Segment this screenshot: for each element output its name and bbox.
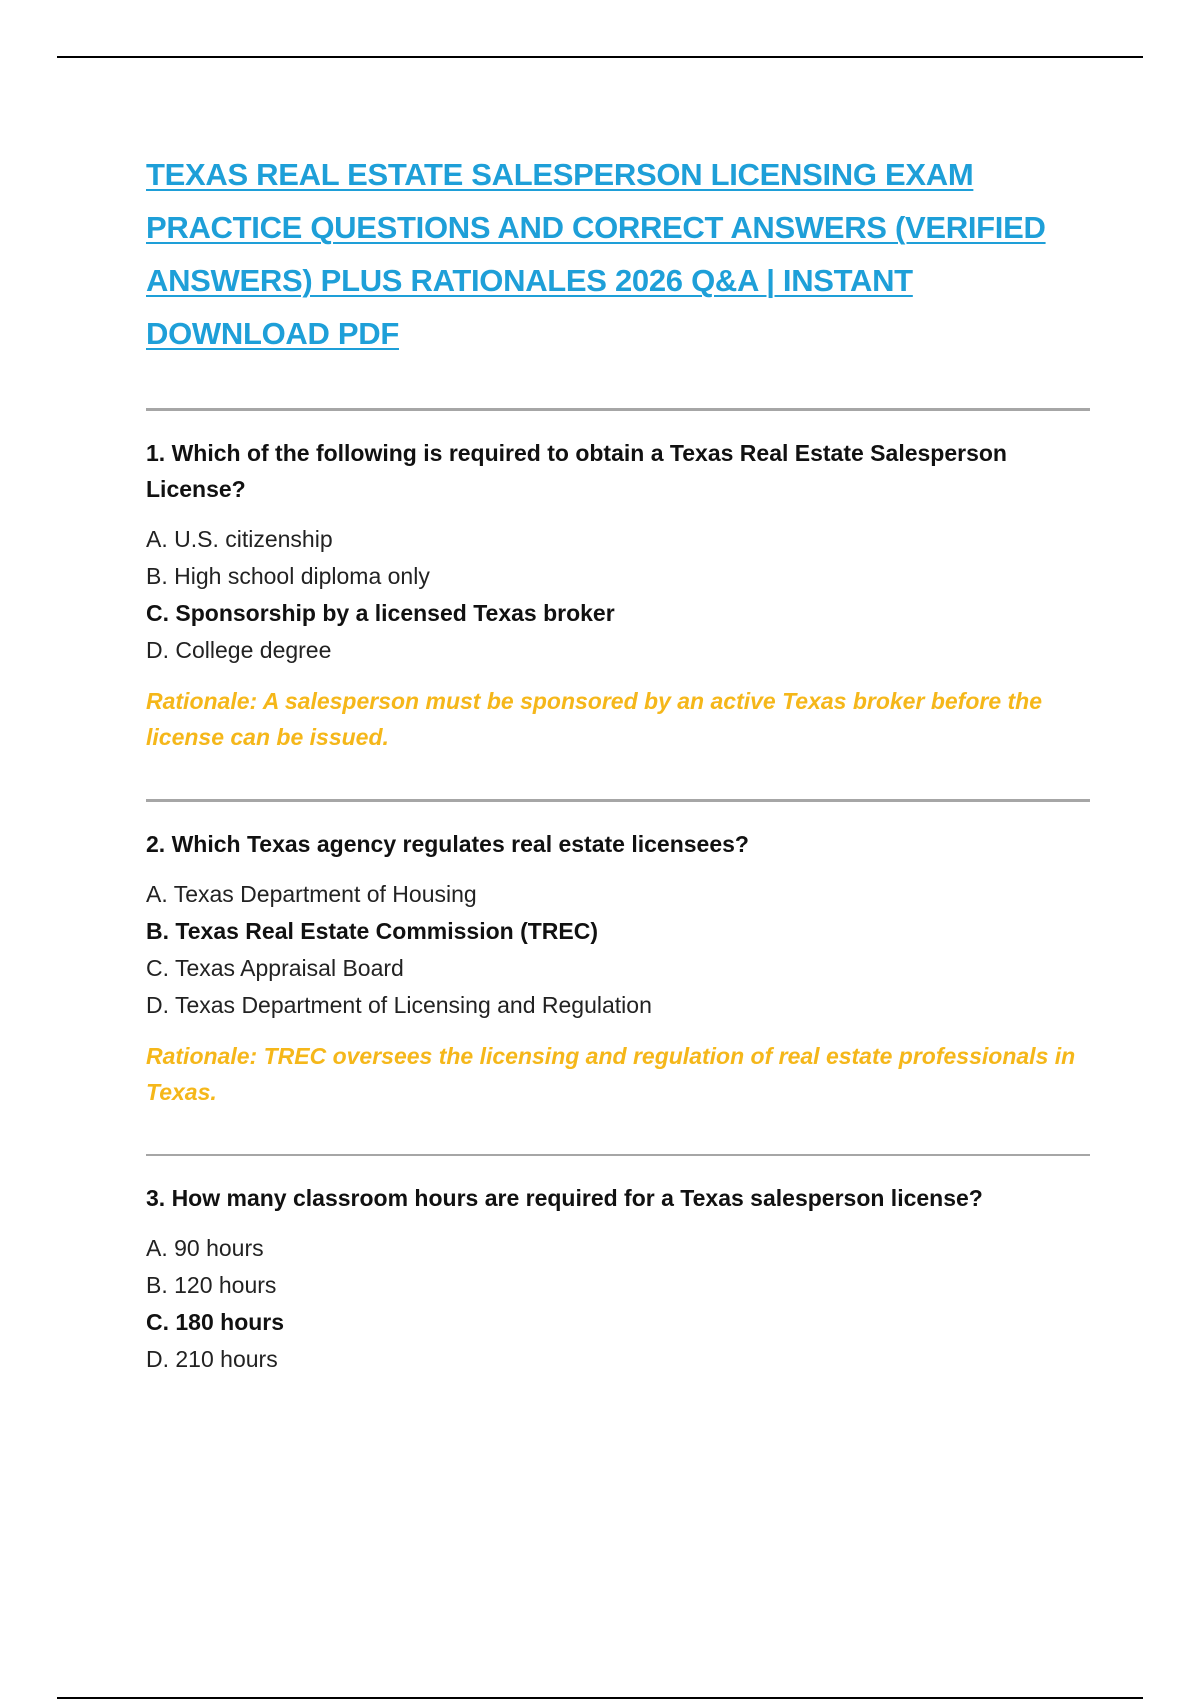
option-b: B. 120 hours — [146, 1272, 277, 1298]
option-a: A. U.S. citizenship — [146, 526, 333, 552]
question-2 — [146, 802, 1090, 1110]
option-d: D. Texas Department of Licensing and Regulation — [146, 992, 652, 1018]
question-text: 3. How many classroom hours are required for a Texas salesperson license? — [146, 1185, 983, 1211]
page-footer-rule — [57, 1697, 1143, 1699]
option-c-correct: C. Sponsorship by a licensed Texas broker — [146, 600, 615, 626]
answer-options — [146, 876, 1090, 1024]
answer-options — [146, 1230, 1090, 1378]
option-a: A. Texas Department of Housing — [146, 881, 477, 907]
document-title-link[interactable]: TEXAS REAL ESTATE SALESPERSON LICENSING EXAM PRACTICE QUESTIONS AND CORRECT ANSWERS (VERIFIED ANSWERS) PLUS RATIONALES 2026 Q&A | INSTANT DOWNLOAD PDF — [146, 157, 1046, 351]
rationale-text: Rationale: A salesperson must be sponsored by an active Texas broker before the license can be issued. — [146, 688, 1043, 750]
option-b: B. High school diploma only — [146, 563, 430, 589]
question-3 — [146, 1156, 1090, 1378]
option-b-correct: B. Texas Real Estate Commission (TREC) — [146, 918, 599, 944]
option-a: A. 90 hours — [146, 1235, 264, 1261]
option-d: D. 210 hours — [146, 1346, 278, 1372]
answer-options — [146, 521, 1090, 669]
document-body — [146, 148, 1090, 1378]
question-text: 2. Which Texas agency regulates real estate licensees? — [146, 831, 749, 857]
question-text: 1. Which of the following is required to obtain a Texas Real Estate Salesperson License? — [146, 440, 1007, 502]
option-c: C. Texas Appraisal Board — [146, 955, 404, 981]
question-1 — [146, 411, 1090, 755]
option-d: D. College degree — [146, 637, 332, 663]
document-title — [146, 148, 1090, 360]
page-header-rule — [57, 56, 1143, 58]
option-c-correct: C. 180 hours — [146, 1309, 285, 1335]
rationale-text: Rationale: TREC oversees the licensing and regulation of real estate professionals in Texas. — [146, 1043, 1076, 1105]
